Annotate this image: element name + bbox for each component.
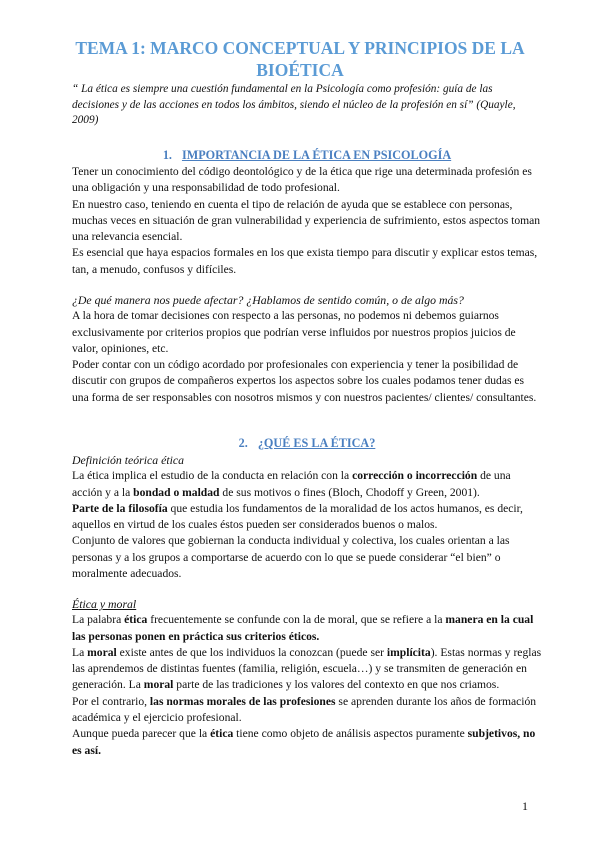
paragraph: Parte de la filosofía que estudia los fundamentos de la moralidad de los actos humanos, es decir, aquellos en virtud de los cuales éstos pueden ser considerados buenos o malos. [72,501,523,532]
paragraph: Poder contar con un código acordado por profesionales con experiencia y tener la posibilidad de discutir con grupos de compañeros expertos los aspectos sobre los cuales podamos tener dudas es una forma de ser responsables con nosotros mismos y con nuestros pacientes/ clientes/ consultantes. [72,358,537,404]
paragraph: Conjunto de valores que gobiernan la conducta individual y colectiva, los cuales orientan a las personas y a los grupos a comportarse de acuerdo con lo que se puede considerar “el bien” o moralmente adecuados. [72,534,510,581]
section-1-heading [72,148,542,163]
ethics-moral-subheading: Ética y moral [72,597,137,611]
paragraph: La moral existe antes de que los individuos la conozcan (puede ser implícita). Estas normas y reglas las aprendemos de distintas fuentes (familia, religión, escuela…) y se transmiten de generación en generación. La moral parte de las tradiciones y los valores del contexto en que nos criamos. [72,645,542,692]
section-1-number: 1. [162,148,172,162]
paragraph: Tener un conocimiento del código deontológico y de la ética que rige una determinada profesión es una obligación y una responsabilidad de todo profesional. [72,165,532,195]
section-1-title: IMPORTANCIA DE LA ÉTICA EN PSICOLOGÍA [181,148,452,162]
paragraph: A la hora de tomar decisiones con respecto a las personas, no podemos ni debemos guiarnos exclusivamente por criterios propios que podrían verse influidos por nuestros propios juicios de valor, opiniones, etc. [72,309,516,355]
ethics-moral-block [72,596,542,759]
paragraph: La ética implica el estudio de la conducta en relación con la corrección o incorrección de una acción y a la bondad o maldad de sus motivos o fines (Bloch, Chodoff y Green, 2001). [72,469,511,499]
section-1-body [72,164,542,278]
section-2-number: 2. [238,436,248,450]
definition-subheading: Definición teórica ética [72,453,185,467]
section-1-question-block [72,292,542,406]
question-heading: ¿De qué manera nos puede afectar? ¿Hablamos de sentido común, o de algo más? [72,293,464,307]
paragraph: Aunque pueda parecer que la ética tiene como objeto de análisis aspectos puramente subjetivos, no es así. [72,727,536,757]
definition-block [72,452,542,582]
paragraph: En nuestro caso, teniendo en cuenta el tipo de relación de ayuda que se establece con personas, muchas veces en situación de gran vulnerabilidad y experiencia de sufrimiento, estos aspectos toman una relevancia esencial. [72,197,541,244]
paragraph: La palabra ética frecuentemente se confunde con la de moral, que se refiere a la manera en la cual las personas ponen en práctica sus criterios éticos. [72,613,534,643]
section-2-title: ¿QUÉ ES LA ÉTICA? [257,436,376,450]
paragraph: Es esencial que haya espacios formales en los que exista tiempo para discutir y explicar estos temas, tan, a menudo, confusos y difíciles. [72,246,538,276]
page-title: TEMA 1: MARCO CONCEPTUAL Y PRINCIPIOS DE LA BIOÉTICA [75,38,525,80]
section-2-heading [72,436,542,451]
paragraph: Por el contrario, las normas morales de las profesiones se aprenden durante los años de formación académica y el ejercicio profesional. [72,694,537,725]
page-number: 1 [522,799,528,813]
epigraph-quote: “ La ética es siempre una cuestión fundamental en la Psicología como profesión: guía de las decisiones y de las acciones en todos los ámbitos, siendo el núcleo de la profesión en sí” (Quayle, 2009) [72,83,516,126]
